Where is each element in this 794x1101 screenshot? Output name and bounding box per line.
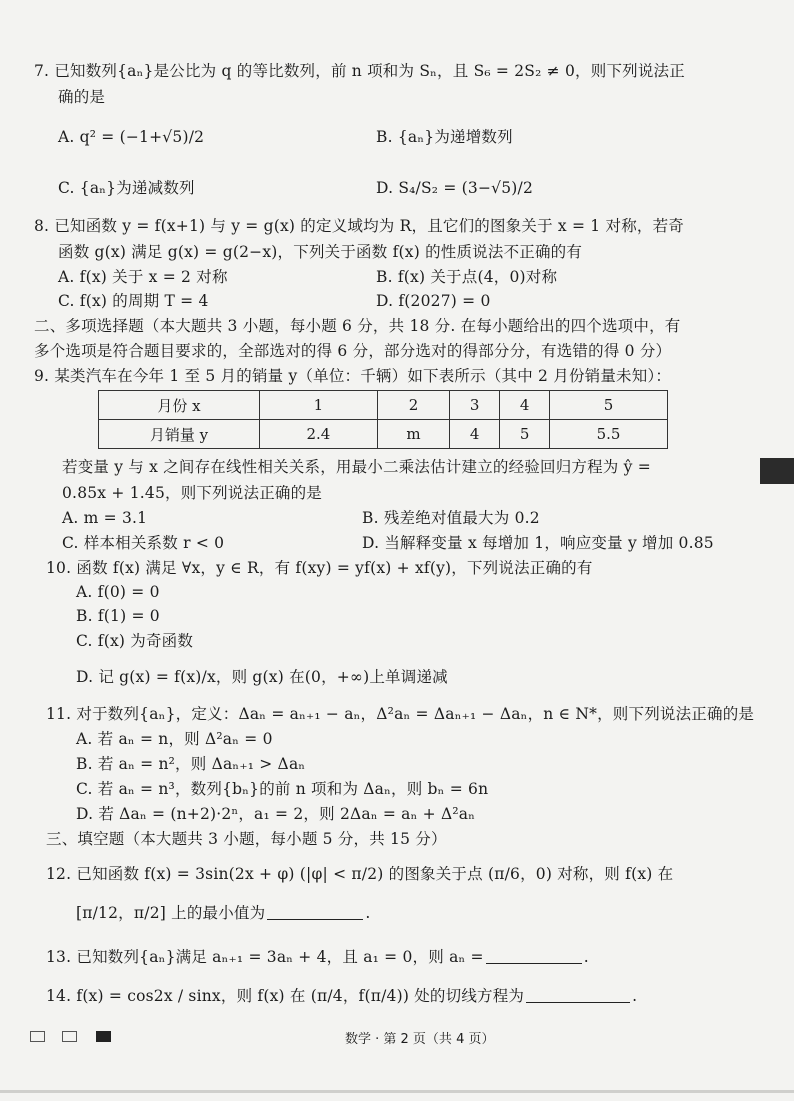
q9-text-line1: 若变量 y 与 x 之间存在线性相关关系，用最小二乘法估计建立的经验回归方程为 ŷ = <box>62 458 651 476</box>
table-cell: 2.4 <box>260 420 378 449</box>
table-cell: m <box>377 420 449 449</box>
section3-header: 三、填空题（本大题共 3 小题，每小题 5 分，共 15 分） <box>46 830 447 848</box>
table-cell: 5.5 <box>550 420 668 449</box>
q14-answer-blank[interactable] <box>526 988 630 1003</box>
q8-stem-line1: 8. 已知函数 y = f(x+1) 与 y = g(x) 的定义域均为 R，且它们的图象关于 x = 1 对称，若奇 <box>34 217 684 235</box>
table-cell: 月销量 y <box>99 420 260 449</box>
q13-answer-blank[interactable] <box>486 949 582 964</box>
q9-text-line2: 0.85x + 1.45，则下列说法正确的是 <box>62 484 323 502</box>
q8-option-a: A. f(x) 关于 x = 2 对称 <box>58 268 228 286</box>
table-cell: 5 <box>550 391 668 420</box>
q8-option-c: C. f(x) 的周期 T = 4 <box>58 292 209 310</box>
q12-text: [π/12，π/2] 上的最小值为 <box>76 904 266 922</box>
table-cell: 2 <box>377 391 449 420</box>
q7-stem-line1: 7. 已知数列{aₙ}是公比为 q 的等比数列，前 n 项和为 Sₙ，且 S₆ = 2S₂ ≠ 0，则下列说法正 <box>34 62 685 80</box>
q11-stem: 11. 对于数列{aₙ}，定义：Δaₙ = aₙ₊₁ − aₙ，Δ²aₙ = Δaₙ₊₁ − Δaₙ，n ∈ N*，则下列说法正确的是 <box>46 705 755 723</box>
table-cell: 4 <box>500 391 550 420</box>
edge-tab-mark <box>760 458 794 484</box>
q12-answer-blank[interactable] <box>267 905 363 920</box>
q13-text: 13. 已知数列{aₙ}满足 aₙ₊₁ = 3aₙ + 4，且 a₁ = 0，则 aₙ = <box>46 948 484 966</box>
q10-option-d: D. 记 g(x) = f(x)/x，则 g(x) 在(0，+∞)上单调递减 <box>76 668 448 686</box>
table-cell: 4 <box>450 420 500 449</box>
q12-stem-line1: 12. 已知函数 f(x) = 3sin(2x + φ) (|φ| < π/2) 的图象关于点 (π/6，0) 对称，则 f(x) 在 <box>46 865 674 883</box>
q10-option-b: B. f(1) = 0 <box>76 607 160 625</box>
q11-option-b: B. 若 aₙ = n²，则 Δaₙ₊₁ > Δaₙ <box>76 755 306 773</box>
q8-stem-line2: 函数 g(x) 满足 g(x) = g(2−x)，下列关于函数 f(x) 的性质说法不正确的有 <box>58 243 583 261</box>
q11-option-c: C. 若 aₙ = n³，数列{bₙ}的前 n 项和为 Δaₙ，则 bₙ = 6n <box>76 780 489 798</box>
q11-option-d: D. 若 Δaₙ = (n+2)·2ⁿ，a₁ = 2，则 2Δaₙ = aₙ + Δ²aₙ <box>76 805 476 823</box>
q7-stem-line2: 确的是 <box>58 88 106 106</box>
q11-option-a: A. 若 aₙ = n，则 Δ²aₙ = 0 <box>76 730 273 748</box>
section2-header-line2: 多个选项是符合题目要求的，全部选对的得 6 分，部分选对的得部分分，有选错的得 0 分） <box>34 342 672 360</box>
table-cell: 3 <box>450 391 500 420</box>
q9-option-b: B. 残差绝对值最大为 0.2 <box>362 509 540 527</box>
q9-option-a: A. m = 3.1 <box>62 509 148 527</box>
bottom-edge <box>0 1090 794 1093</box>
table-cell: 月份 x <box>99 391 260 420</box>
q9-option-c: C. 样本相关系数 r < 0 <box>62 534 225 552</box>
q10-stem: 10. 函数 f(x) 满足 ∀x，y ∈ R，有 f(xy) = yf(x) + xf(y)，下列说法正确的有 <box>46 559 593 577</box>
q12-stem-line2: [π/12，π/2] 上的最小值为 . <box>76 904 371 922</box>
section2-header-line1: 二、多项选择题（本大题共 3 小题，每小题 6 分，共 18 分. 在每小题给出的四个选项中，有 <box>34 317 681 335</box>
q7-option-a: A. q² = (−1+√5)/2 <box>58 128 205 146</box>
q9-stem: 9. 某类汽车在今年 1 至 5 月的销量 y（单位：千辆）如下表所示（其中 2 月份销量未知）： <box>34 367 672 385</box>
q7-option-c: C. {aₙ}为递减数列 <box>58 179 195 197</box>
q10-option-c: C. f(x) 为奇函数 <box>76 632 194 650</box>
q14-line: 14. f(x) = cos2x / sinx，则 f(x) 在 (π/4，f(π/4)) 处的切线方程为 . <box>46 987 638 1005</box>
q9-option-d: D. 当解释变量 x 每增加 1，响应变量 y 增加 0.85 <box>362 534 714 552</box>
sales-table <box>98 390 668 449</box>
q13-line: 13. 已知数列{aₙ}满足 aₙ₊₁ = 3aₙ + 4，且 a₁ = 0，则 aₙ = . <box>46 948 589 966</box>
registration-mark <box>30 1031 45 1042</box>
q7-option-d: D. S₄/S₂ = (3−√5)/2 <box>376 179 534 197</box>
table-row <box>99 420 668 449</box>
table-row <box>99 391 668 420</box>
q14-text: 14. f(x) = cos2x / sinx，则 f(x) 在 (π/4，f(π/4)) 处的切线方程为 <box>46 987 525 1005</box>
page-footer: 数学 · 第 2 页（共 4 页） <box>345 1032 495 1047</box>
q8-option-d: D. f(2027) = 0 <box>376 292 491 310</box>
q8-option-b: B. f(x) 关于点(4，0)对称 <box>376 268 558 286</box>
table-cell: 5 <box>500 420 550 449</box>
q10-option-a: A. f(0) = 0 <box>76 583 160 601</box>
table-cell: 1 <box>260 391 378 420</box>
q7-option-b: B. {aₙ}为递增数列 <box>376 128 513 146</box>
registration-mark <box>62 1031 77 1042</box>
registration-mark <box>96 1031 111 1042</box>
